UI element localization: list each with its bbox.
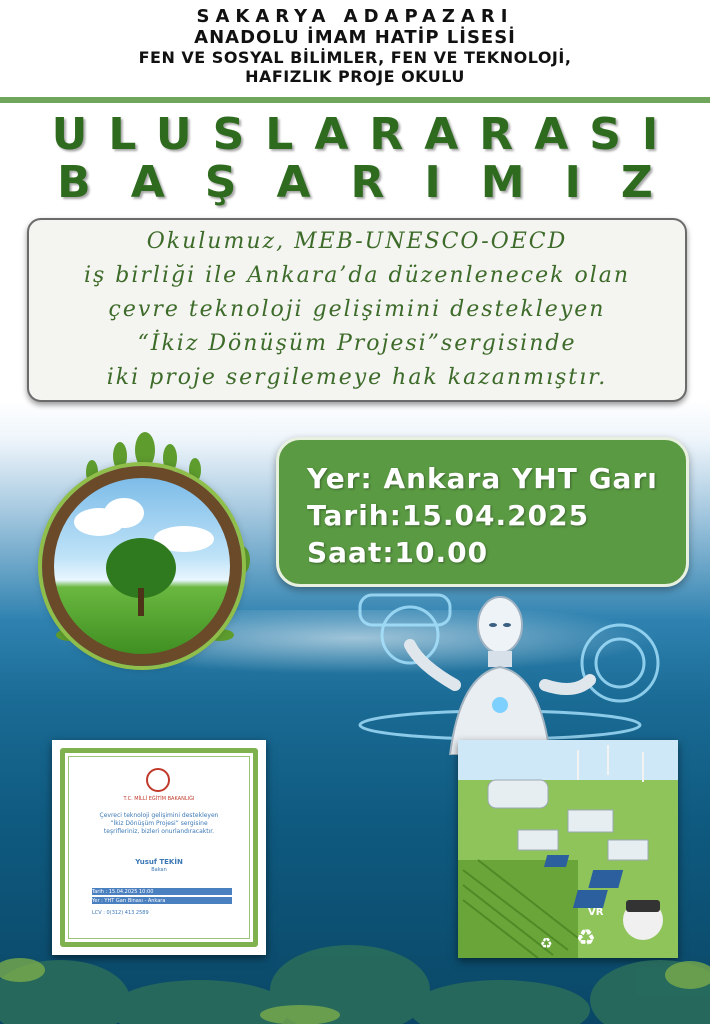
invitation-date: Tarih : 15.04.2025 10:00 bbox=[92, 889, 154, 895]
coral-reef-illustration bbox=[0, 880, 710, 1024]
invitation-text: Çevreci teknoloji gelişimini destekleyen bbox=[99, 812, 219, 819]
event-time: Saat:10.00 bbox=[307, 536, 489, 569]
headline-line-1: ULUSLARARASI bbox=[51, 109, 680, 160]
headline-line-2: BAŞARIMIZ bbox=[57, 157, 693, 208]
event-date: Tarih:15.04.2025 bbox=[307, 499, 590, 532]
earth-globe-illustration bbox=[30, 430, 260, 660]
announcement-box bbox=[27, 218, 687, 402]
announcement-line: “İkiz Dönüşüm Projesi”sergisinde bbox=[137, 331, 577, 356]
school-name bbox=[0, 6, 710, 86]
invitation-place: Yer : YHT Garı Binası - Ankara bbox=[92, 898, 166, 904]
event-info-box bbox=[276, 437, 689, 587]
robot-illustration bbox=[350, 585, 670, 755]
cloud-icon bbox=[104, 498, 144, 528]
announcement-line: iş birliği ile Ankara’da düzenlenecek olan bbox=[83, 263, 631, 288]
announcement-line: iki proje sergilemeye hak kazanmıştır. bbox=[106, 365, 608, 390]
globe-sky-scene bbox=[42, 466, 242, 666]
announcement-line: Okulumuz, MEB-UNESCO-OECD bbox=[146, 229, 568, 254]
tree-trunk bbox=[138, 588, 144, 616]
invitation-text: teşrifleriniz, bizleri onurlandıracaktır. bbox=[103, 828, 215, 835]
invitation-text: “İkiz Dönüşüm Projesi” sergisine bbox=[110, 820, 208, 827]
announcement-line: çevre teknoloji gelişimini destekleyen bbox=[108, 297, 606, 322]
recycle-icon: ♻ bbox=[576, 926, 596, 951]
recycle-small-icon: ♻ bbox=[540, 936, 553, 952]
signer-name: Yusuf TEKİN bbox=[135, 858, 183, 866]
invitation-rsvp: LCV : 0(312) 413 2589 bbox=[92, 910, 149, 916]
school-programs-2: HAFIZLIK PROJE OKULU bbox=[245, 67, 465, 86]
event-place: Yer: Ankara YHT Garı bbox=[307, 462, 658, 495]
ministry-seal-icon bbox=[146, 768, 170, 792]
vr-label: VR bbox=[588, 907, 604, 918]
school-programs: FEN VE SOSYAL BİLİMLER, FEN VE TEKNOLOJİ, bbox=[138, 48, 572, 67]
school-title: ANADOLU İMAM HATİP LİSESİ bbox=[194, 27, 516, 48]
robot-icon bbox=[410, 597, 590, 755]
header-divider bbox=[0, 97, 710, 103]
ministry-name: T.C. MİLLİ EĞİTİM BAKANLIĞI bbox=[123, 796, 195, 802]
signer-title: Bakan bbox=[151, 867, 167, 873]
school-city: SAKARYA ADAPAZARI bbox=[196, 6, 514, 27]
